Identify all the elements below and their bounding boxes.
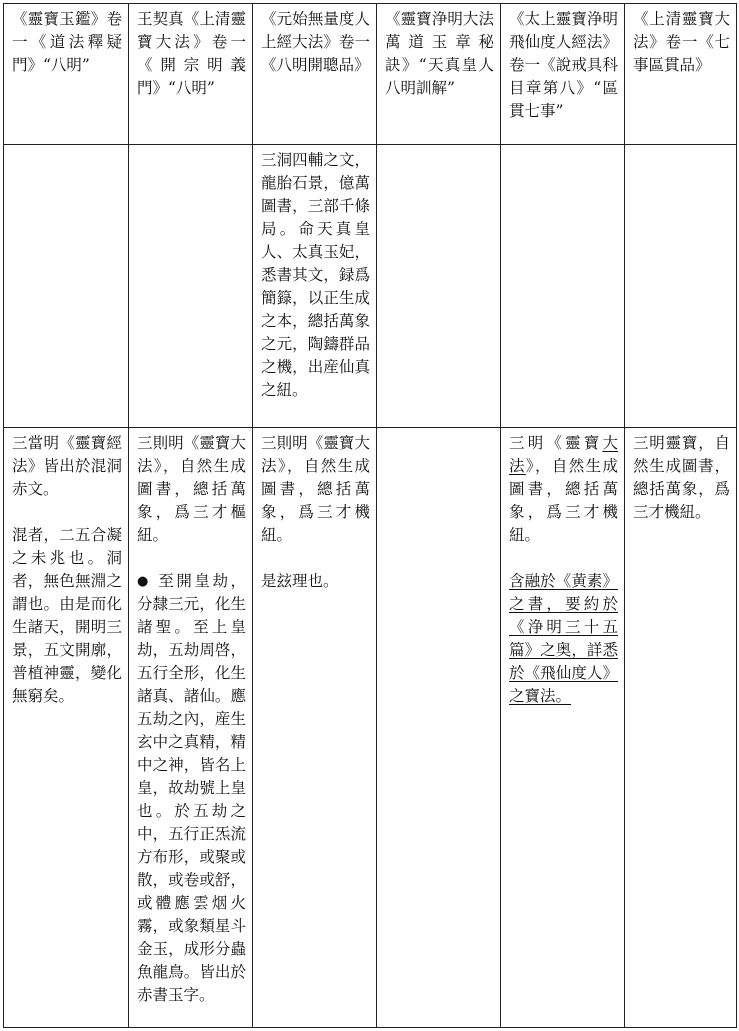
empty-cell bbox=[4, 145, 129, 428]
comparison-table bbox=[3, 3, 737, 1028]
paragraph bbox=[137, 570, 246, 1007]
header-row bbox=[4, 4, 737, 145]
underlined-text: 大法 bbox=[509, 434, 618, 475]
paragraph bbox=[509, 432, 618, 547]
text-cell bbox=[4, 428, 129, 1028]
text-cell bbox=[501, 428, 625, 1028]
paragraph: 三當明《靈寶經法》皆出於混洞赤文。 bbox=[12, 434, 122, 498]
paragraph: 混者，二五合凝之未兆也。洞者，無色無淵之謂也。由是而化生諸天，開明三景，五文開廓，普植神靈，變化無窮矣。 bbox=[12, 526, 122, 705]
table-row bbox=[4, 428, 737, 1028]
empty-cell bbox=[501, 145, 625, 428]
empty-cell bbox=[625, 145, 737, 428]
header-cell: 王契真《上清靈寶大法》卷一《開宗明義門》“八明” bbox=[129, 4, 253, 145]
empty-cell bbox=[377, 428, 501, 1028]
paragraph: 三則明《靈寶大法》，自然生成圖書，總括萬象，爲三才樞紐。 bbox=[137, 434, 246, 544]
header-cell: 《靈寶浄明大法萬道玉章秘訣》“天真皇人八明訓解” bbox=[377, 4, 501, 145]
table-row bbox=[4, 145, 737, 428]
empty-cell bbox=[129, 145, 253, 428]
empty-cell bbox=[377, 145, 501, 428]
text-cell bbox=[129, 428, 253, 1028]
text-cell bbox=[253, 428, 377, 1028]
paragraph-text: 》，自然生成圖書，總括萬象，爲三才機紐。 bbox=[509, 457, 618, 544]
header-cell: 《元始無量度人上經大法》卷一《八明開聰品》 bbox=[253, 4, 377, 145]
paragraph-text: 至開皇劫，分隸三元，化生諸聖。至上皇劫，五劫周啓，五行全形，化生諸真、諸仙。應五劫之內，産生玄中之真精，精中之神，皆名上皇，故劫號上皇也。於五劫之中，五行正炁流方布形，或聚或散，或卷或舒，或體應雲烟火霧，或象類星斗金玉，成形分蟲魚龍鳥。皆出於赤書玉字。 bbox=[137, 572, 246, 1004]
text-cell: 三洞四輔之文，龍胎石景，億萬圖書，三部千條局。命天真皇人、太真玉妃，悉書其文，録爲簡籙，以正生成之本，總括萬象之元，陶鑄群品之機，出産仙真之紐。 bbox=[253, 145, 377, 428]
paragraph: 三則明《靈寶大法》，自然生成圖書，總括萬象，爲三才機紐。 bbox=[261, 434, 370, 544]
header-cell: 《靈寶玉鑑》卷一《道法釋疑門》“八明” bbox=[4, 4, 129, 145]
header-cell: 《上清靈寶大法》卷一《七事區貫品》 bbox=[625, 4, 737, 145]
bullet-icon: ● bbox=[137, 574, 151, 589]
header-cell: 《太上靈寶浄明飛仙度人經法》卷一《說戒具科目章第八》“區貫七事” bbox=[501, 4, 625, 145]
paragraph-text: 三明《靈寶 bbox=[509, 434, 603, 452]
paragraph: 是玆理也。 bbox=[261, 572, 339, 590]
underlined-paragraph: 含融於《黄素》之書，要約於《浄明三十五篇》之奥，詳悉於《飛仙度人》之寶法。 bbox=[509, 572, 618, 705]
text-cell: 三明靈寶，自然生成圖書，總括萬象，爲三才機紐。 bbox=[625, 428, 737, 1028]
